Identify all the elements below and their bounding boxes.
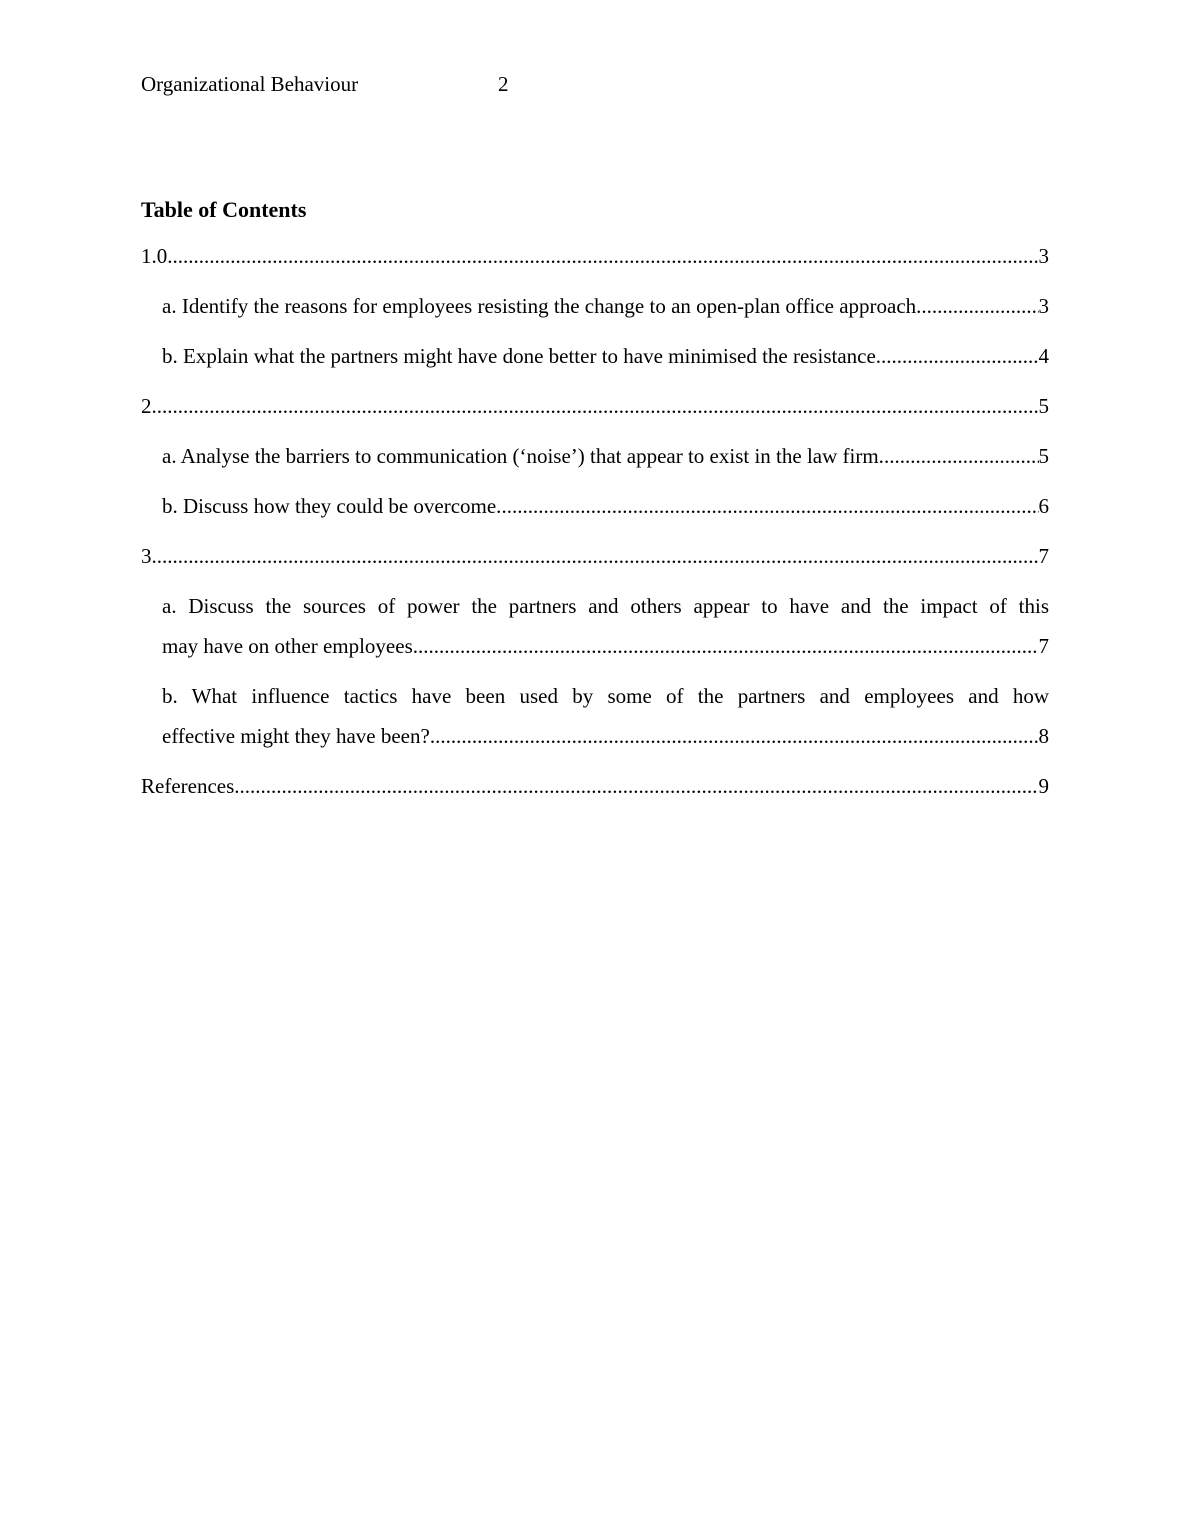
toc-entry-2a[interactable]: [162, 436, 1049, 476]
toc-entry-page: 5: [1038, 394, 1049, 418]
dot-leader: [921, 286, 1038, 326]
toc-entry-2b[interactable]: [162, 486, 1049, 526]
toc-entry-line2: [162, 626, 1049, 666]
page-header: [141, 70, 509, 98]
dot-leader: [152, 386, 1039, 426]
toc-entry-label-line2: effective might they have been?: [162, 724, 430, 748]
dot-leader: [418, 626, 1039, 666]
toc-entry-page: 8: [1038, 724, 1049, 748]
toc-entry-label: b. Discuss how they could be overcome.: [162, 494, 502, 518]
dot-leader: [152, 536, 1039, 576]
toc-entry-page: 4: [1038, 344, 1049, 368]
toc-entry-label: 3: [141, 544, 152, 568]
toc-entry-label-line2: may have on other employees.: [162, 634, 418, 658]
toc-entry-page: 3: [1038, 244, 1049, 268]
toc-entry-page: 7: [1038, 544, 1049, 568]
toc-entry-1[interactable]: [141, 236, 1049, 276]
toc-entry-3a[interactable]: [162, 586, 1049, 666]
toc-entry-3b[interactable]: [162, 676, 1049, 756]
toc-entry-label: 1.0: [141, 244, 168, 268]
dot-leader: [167, 236, 1038, 276]
dot-leader: [234, 766, 1038, 806]
toc-heading: Table of Contents: [141, 197, 307, 222]
toc-entry-page: 6: [1038, 494, 1049, 518]
dot-leader: [881, 336, 1038, 376]
toc-entry-label: 2: [141, 394, 152, 418]
toc-entry-2[interactable]: [141, 386, 1049, 426]
header-title: Organizational Behaviour: [141, 72, 359, 96]
toc-entry-line2: [162, 716, 1049, 756]
toc-entry-label: References: [141, 774, 235, 798]
dot-leader: [884, 436, 1039, 476]
dot-leader: [430, 716, 1039, 756]
toc-entry-page: 9: [1038, 774, 1049, 798]
toc-entry-label-line1: a. Discuss the sources of power the partners and others appear to have and the impact of this: [162, 594, 1049, 618]
table-of-contents: [141, 236, 1049, 806]
toc-entry-label: b. Explain what the partners might have done better to have minimised the resistance.: [162, 344, 882, 368]
toc-entry-label: a. Analyse the barriers to communication (‘noise’) that appear to exist in the law firm.: [162, 444, 884, 468]
toc-entry-label: a. Identify the reasons for employees resisting the change to an open-plan office approach.: [162, 294, 922, 318]
toc-entry-page: 5: [1038, 444, 1049, 468]
toc-entry-page: 7: [1038, 634, 1049, 658]
toc-entry-page: 3: [1038, 294, 1049, 318]
toc-entry-1a[interactable]: [162, 286, 1049, 326]
dot-leader: [501, 486, 1038, 526]
toc-entry-label-line1: b. What influence tactics have been used by some of the partners and employees and how: [162, 684, 1049, 708]
toc-entry-references[interactable]: [141, 766, 1049, 806]
header-page-number: 2: [498, 72, 509, 96]
toc-entry-1b[interactable]: [162, 336, 1049, 376]
toc-entry-3[interactable]: [141, 536, 1049, 576]
